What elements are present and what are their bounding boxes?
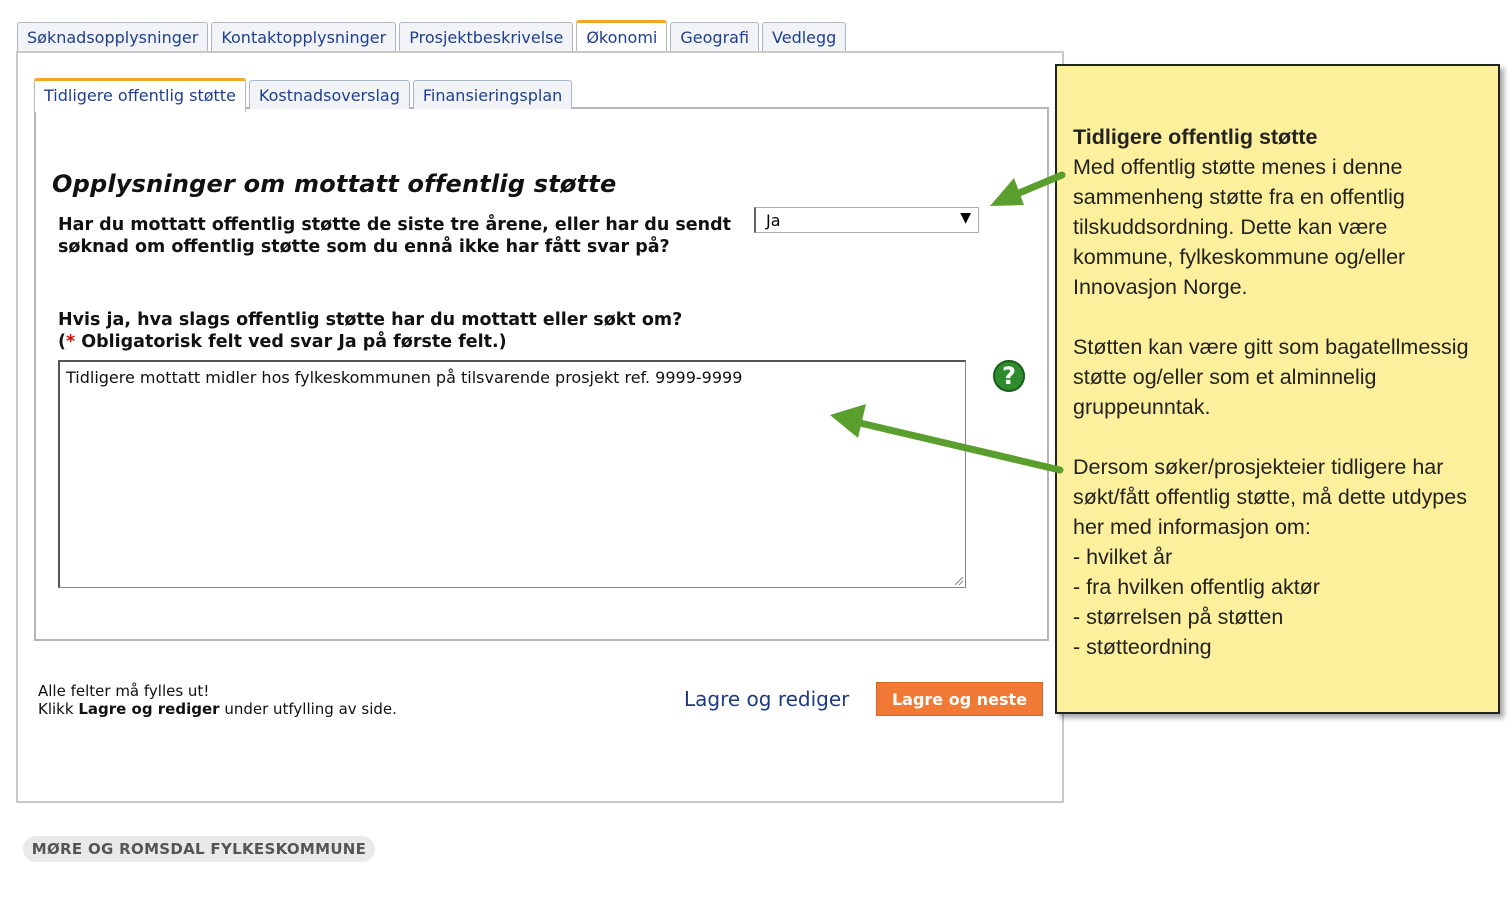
footer-line-1: Alle felter må fylles ut! xyxy=(38,682,210,700)
org-badge: MØRE OG ROMSDAL FYLKESKOMMUNE xyxy=(23,836,375,862)
received-support-select[interactable] xyxy=(754,207,979,233)
footer-line-2 xyxy=(38,700,397,718)
subtab-tidligere-offentlig-stotte[interactable]: Tidligere offentlig støtte xyxy=(34,78,246,112)
help-callout-note xyxy=(1055,64,1500,714)
dropdown-arrow-icon: ▼ xyxy=(960,210,971,226)
select-value: Ja xyxy=(766,211,781,230)
footer-note xyxy=(38,682,397,718)
note-list xyxy=(1073,542,1482,662)
tab-vedlegg[interactable]: Vedlegg xyxy=(762,22,846,53)
tab-prosjektbeskrivelse[interactable]: Prosjektbeskrivelse xyxy=(399,22,573,53)
footer-line-2-bold: Lagre og rediger xyxy=(78,700,220,718)
note-paragraph-1: Med offentlig støtte menes i denne sammenheng støtte fra en offentlig tilskuddsordning. Dette kan være kommune, fylkeskommune og/eller Innovasjon Norge. xyxy=(1073,155,1406,299)
tab-okonomi[interactable]: Økonomi xyxy=(576,20,667,55)
section-title: Opplysninger om mottatt offentlig støtte xyxy=(52,170,617,198)
note-paragraph-3: Dersom søker/prosjekteier tidligere har søkt/fått offentlig støtte, må dette utdypes her med informasjon om: xyxy=(1073,455,1467,539)
required-note-text: Obligatorisk felt ved svar Ja på første felt.) xyxy=(75,332,507,352)
subtab-finansieringsplan[interactable]: Finansieringsplan xyxy=(413,80,572,109)
note-title: Tidligere offentlig støtte xyxy=(1073,125,1318,149)
main-tab-bar xyxy=(17,22,846,52)
support-type-textarea[interactable] xyxy=(58,360,966,588)
save-next-button[interactable]: Lagre og neste xyxy=(876,682,1043,716)
note-list-item: - fra hvilken offentlig aktør xyxy=(1073,575,1320,599)
sub-tab-bar xyxy=(34,80,572,112)
tab-soknadsopplysninger[interactable]: Søknadsopplysninger xyxy=(17,22,208,53)
textarea-value: Tidligere mottatt midler hos fylkeskommunen på tilsvarende prosjekt ref. 9999-9999 xyxy=(66,368,743,387)
footer-line-2-post: under utfylling av side. xyxy=(219,700,397,718)
tab-kontaktopplysninger[interactable]: Kontaktopplysninger xyxy=(211,22,396,53)
note-list-item: - støtteordning xyxy=(1073,635,1212,659)
save-edit-link[interactable]: Lagre og rediger xyxy=(684,687,850,711)
required-note xyxy=(58,331,758,353)
footer-line-2-pre: Klikk xyxy=(38,700,79,718)
paren-open: ( xyxy=(58,332,66,352)
note-paragraph-2: Støtten kan være gitt som bagatellmessig støtte og/eller som et alminnelig gruppeunntak. xyxy=(1073,335,1469,419)
question-support-type-text: Hvis ja, hva slags offentlig støtte har du mottatt eller søkt om? xyxy=(58,310,683,330)
help-icon[interactable]: ? xyxy=(993,360,1025,392)
subtab-kostnadsoverslag[interactable]: Kostnadsoverslag xyxy=(249,80,410,109)
question-received-support: Har du mottatt offentlig støtte de siste tre årene, eller har du sendt søknad om offentlig støtte som du ennå ikke har fått svar på? xyxy=(58,215,732,257)
resize-handle-icon[interactable] xyxy=(955,577,963,585)
note-list-item: - hvilket år xyxy=(1073,545,1173,569)
required-star: * xyxy=(66,332,76,352)
question-support-type xyxy=(58,309,758,353)
tab-geografi[interactable]: Geografi xyxy=(670,22,759,53)
note-list-item: - størrelsen på støtten xyxy=(1073,605,1284,629)
